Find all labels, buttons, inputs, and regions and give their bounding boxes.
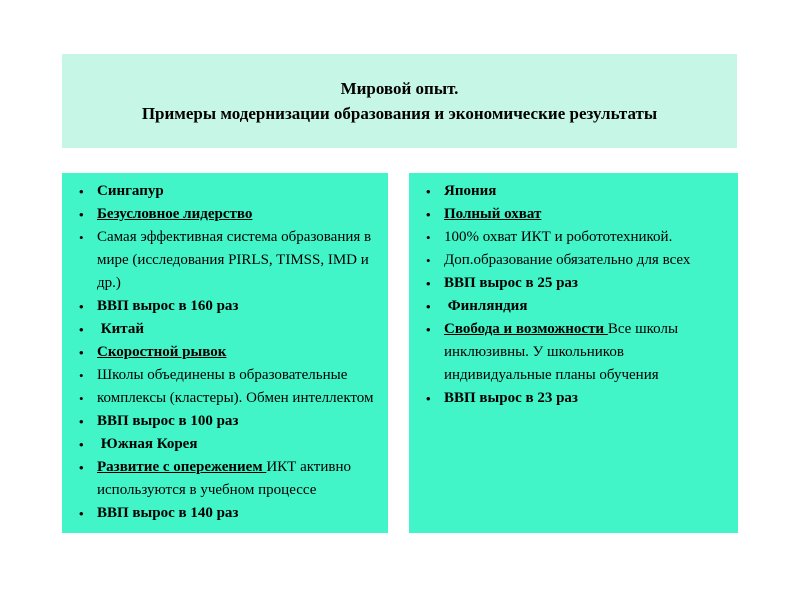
- bullet-item: [409, 295, 730, 318]
- bullet-marker-icon: •: [79, 391, 84, 406]
- bullet-text: Китай: [97, 321, 144, 337]
- bullet-item: [409, 272, 730, 295]
- bullet-marker-icon: •: [79, 299, 84, 314]
- bullet-marker-icon: •: [426, 253, 431, 268]
- bullet-text: комплексы (кластеры). Обмен интеллектом: [97, 390, 374, 406]
- bullet-item: [409, 203, 730, 226]
- bullet-marker-icon: •: [79, 437, 84, 452]
- bullet-marker-icon: •: [79, 345, 84, 360]
- bullet-text: 100% охват ИКТ и робототехникой.: [444, 229, 673, 245]
- bullet-marker-icon: •: [426, 391, 431, 406]
- bullet-item: [409, 387, 730, 410]
- bullet-item: [62, 410, 380, 433]
- bullet-text: ВВП вырос в 100 раз: [97, 413, 239, 429]
- bullet-marker-icon: •: [426, 184, 431, 199]
- bullet-marker-icon: •: [79, 207, 84, 222]
- bullet-text: Скоростной рывок: [97, 344, 227, 360]
- slide-title-line-2: Примеры модернизации образования и экономические результаты: [141, 104, 658, 123]
- bullet-text: Япония: [444, 183, 497, 199]
- bullet-text: ВВП вырос в 23 раз: [444, 390, 578, 406]
- bullet-marker-icon: •: [426, 299, 431, 314]
- bullet-marker-icon: •: [79, 230, 84, 245]
- bullet-marker-icon: •: [79, 414, 84, 429]
- slide-title-line-1: Мировой опыт.: [340, 79, 459, 98]
- bullet-marker-icon: •: [79, 322, 84, 337]
- bullet-text: Развитие с опережением ИКТ активно используются в учебном процессе: [97, 459, 355, 498]
- bullet-text: Сингапур: [97, 183, 164, 199]
- right-text-box: [409, 173, 738, 533]
- bullet-item: [409, 226, 730, 249]
- bullet-text: Школы объединены в образовательные: [97, 367, 348, 383]
- bullet-marker-icon: •: [426, 230, 431, 245]
- bullet-item: [62, 502, 380, 525]
- bullet-text: ВВП вырос в 160 раз: [97, 298, 239, 314]
- bullet-text: Южная Корея: [97, 436, 198, 452]
- bullet-item: [62, 318, 380, 341]
- bullet-text: Полный охват: [444, 206, 542, 222]
- bullet-item: [409, 180, 730, 203]
- bullet-marker-icon: •: [426, 276, 431, 291]
- bullet-item: [62, 226, 380, 295]
- bullet-text: ВВП вырос в 25 раз: [444, 275, 578, 291]
- bullet-marker-icon: •: [79, 368, 84, 383]
- bullet-item: [62, 341, 380, 364]
- bullet-text: ВВП вырос в 140 раз: [97, 505, 239, 521]
- bullet-item: [62, 364, 380, 387]
- bullet-text: Безусловное лидерство: [97, 206, 253, 222]
- bullet-item: [62, 456, 380, 502]
- bullet-item: [409, 249, 730, 272]
- bullet-item: [62, 387, 380, 410]
- bullet-text: Свобода и возможности Все школы инклюзивны. У школьников индивидуальные планы обучения: [444, 321, 682, 383]
- bullet-text: Доп.образование обязательно для всех: [444, 252, 691, 268]
- bullet-marker-icon: •: [79, 460, 84, 475]
- right-bullet-list: [409, 180, 730, 410]
- bullet-marker-icon: •: [426, 207, 431, 222]
- left-text-box: [62, 173, 388, 533]
- bullet-item: [62, 203, 380, 226]
- bullet-item: [409, 318, 730, 387]
- title-box: [62, 54, 737, 148]
- bullet-item: [62, 295, 380, 318]
- bullet-marker-icon: •: [79, 506, 84, 521]
- left-bullet-list: [62, 180, 380, 525]
- bullet-item: [62, 180, 380, 203]
- bullet-text: Самая эффективная система образования в мире (исследования PIRLS, TIMSS, IMD и др.): [97, 229, 375, 291]
- bullet-marker-icon: •: [79, 184, 84, 199]
- bullet-item: [62, 433, 380, 456]
- bullet-marker-icon: •: [426, 322, 431, 337]
- bullet-text: Финляндия: [444, 298, 528, 314]
